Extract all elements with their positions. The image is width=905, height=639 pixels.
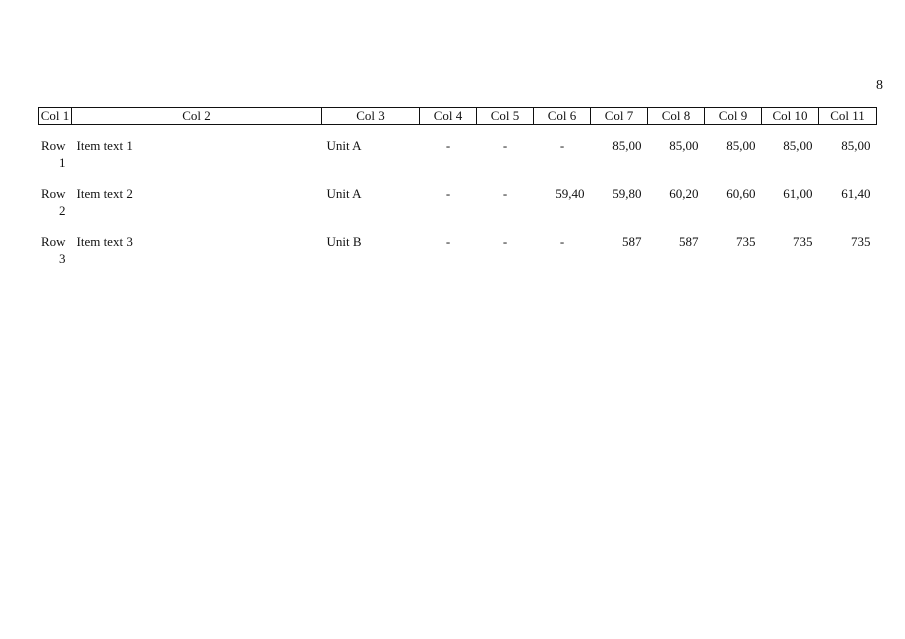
row-value: 587	[679, 234, 699, 249]
row-description: Item text 2	[76, 186, 133, 201]
row-value: -	[502, 138, 508, 153]
row-description: Item text 3	[76, 234, 133, 249]
table-row	[39, 233, 877, 267]
row-value: 60,60	[726, 186, 756, 201]
row-value: 60,20	[669, 186, 699, 201]
column-header: Col 1	[39, 108, 72, 125]
row-value: 59,40	[555, 186, 585, 201]
row-number: Row 1	[40, 138, 66, 170]
column-header: Col 11	[819, 108, 877, 125]
table-row	[39, 137, 877, 171]
row-value: -	[559, 138, 565, 153]
row-value: 61,40	[841, 186, 871, 201]
row-value: -	[559, 234, 565, 249]
indicators-table	[38, 107, 877, 267]
column-header: Col 5	[477, 108, 534, 125]
row-value: 85,00	[726, 138, 756, 153]
row-value: 735	[793, 234, 813, 249]
row-value: -	[445, 138, 451, 153]
row-value: 85,00	[783, 138, 813, 153]
row-unit: Unit A	[326, 138, 362, 153]
row-value: 587	[622, 234, 642, 249]
page-number: 8	[876, 78, 883, 93]
row-value: 85,00	[841, 138, 871, 153]
row-number: Row 3	[40, 234, 66, 266]
column-header: Col 4	[420, 108, 477, 125]
column-header: Col 7	[591, 108, 648, 125]
row-number: Row 2	[40, 186, 66, 218]
row-value: 85,00	[612, 138, 642, 153]
row-unit: Unit A	[326, 186, 362, 201]
column-header: Col 9	[705, 108, 762, 125]
column-header: Col 8	[648, 108, 705, 125]
column-header: Col 10	[762, 108, 819, 125]
row-unit: Unit B	[326, 234, 362, 249]
row-value: 59,80	[612, 186, 642, 201]
row-value: -	[445, 186, 451, 201]
row-value: 61,00	[783, 186, 813, 201]
column-number-header	[39, 108, 877, 125]
column-header: Col 2	[72, 108, 322, 125]
row-value: 85,00	[669, 138, 699, 153]
column-header: Col 3	[322, 108, 420, 125]
column-header: Col 6	[534, 108, 591, 125]
row-value: -	[502, 234, 508, 249]
row-value: -	[502, 186, 508, 201]
row-value: 735	[736, 234, 756, 249]
row-value: -	[445, 234, 451, 249]
table-row	[39, 185, 877, 219]
row-description: Item text 1	[76, 138, 133, 153]
row-value: 735	[851, 234, 871, 249]
